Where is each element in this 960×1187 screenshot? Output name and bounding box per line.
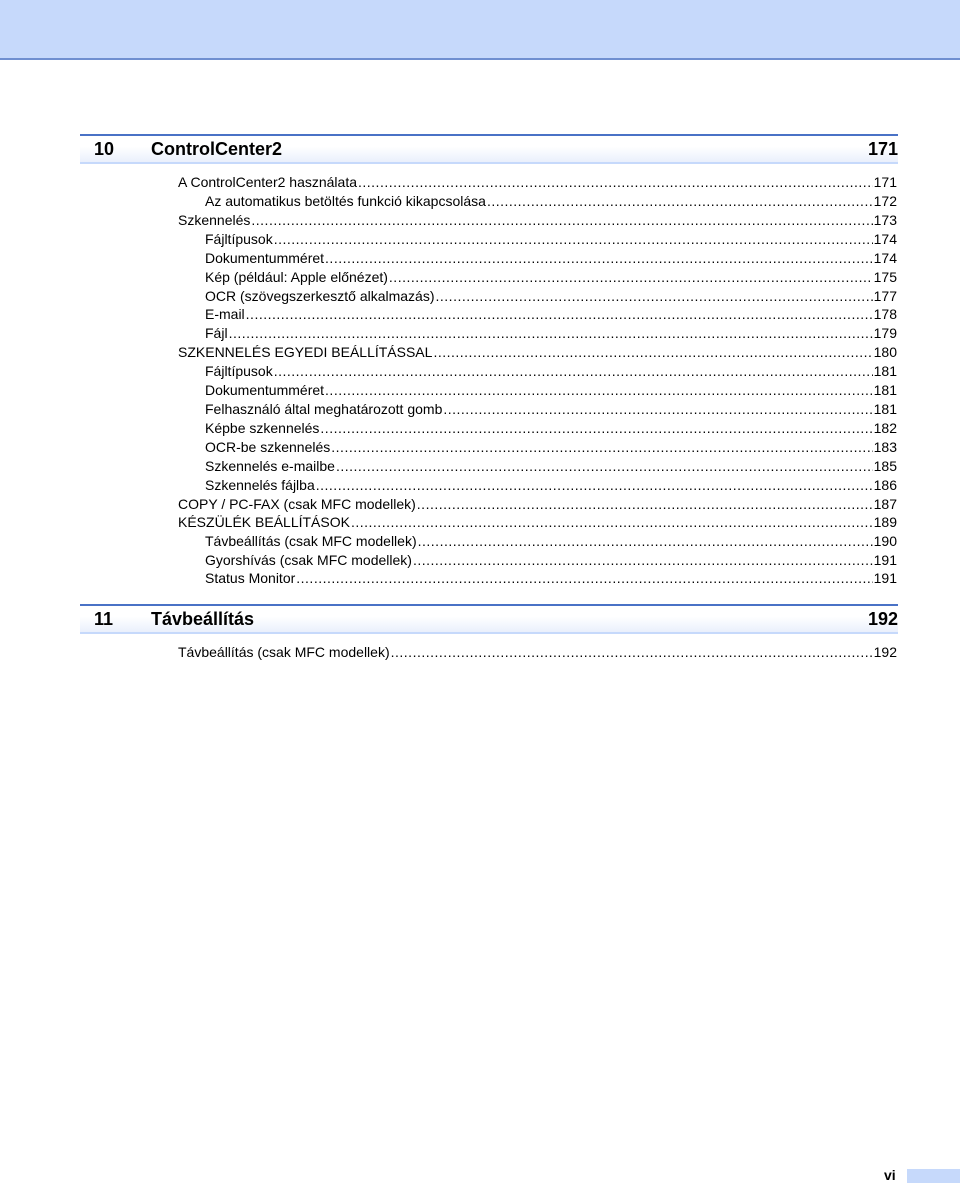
toc-entry-label: E-mail: [205, 306, 245, 322]
dot-leader: [487, 192, 873, 211]
chapter-number: 10: [94, 139, 115, 159]
toc-entry-page: 177: [873, 288, 897, 304]
toc-entry-label: Szkennelés: [178, 212, 251, 228]
dot-leader: [417, 495, 873, 514]
dot-leader: [413, 551, 873, 570]
toc-entry-page: 186: [873, 477, 897, 493]
toc-entry-page: 172: [873, 193, 897, 209]
chapter-page-number: 171: [867, 139, 898, 159]
toc-entry[interactable]: [205, 381, 897, 400]
chapter-number: 11: [94, 609, 114, 629]
toc-entry[interactable]: [205, 551, 897, 570]
toc-entry[interactable]: [205, 268, 897, 287]
toc-entry[interactable]: [178, 495, 897, 514]
dot-leader: [251, 211, 872, 230]
toc-entry-label: OCR-be szkennelés: [205, 439, 331, 455]
footer-tab: [907, 1169, 960, 1183]
toc-entry-page: 190: [873, 533, 897, 549]
toc-entry[interactable]: [205, 532, 897, 551]
toc-entry-page: 171: [873, 174, 897, 190]
toc-entry-label: OCR (szövegszerkesztő alkalmazás): [205, 288, 435, 304]
toc-entry-label: KÉSZÜLÉK BEÁLLÍTÁSOK: [178, 514, 350, 530]
page-label: vi: [884, 1167, 896, 1183]
toc-entry[interactable]: [205, 287, 897, 306]
chapter-heading-10[interactable]: [80, 134, 898, 164]
toc-entry-page: 181: [873, 382, 897, 398]
dot-leader: [351, 513, 873, 532]
dot-leader: [436, 287, 873, 306]
toc-entry-label: Status Monitor: [205, 570, 296, 586]
chapter-page-number: 192: [867, 609, 898, 629]
chapter-title: Távbeállítás: [151, 609, 255, 629]
toc-entry[interactable]: [205, 569, 897, 588]
dot-leader: [316, 476, 873, 495]
toc-entry[interactable]: [178, 343, 897, 362]
toc-entry-page: 192: [873, 644, 897, 660]
toc-entry-label: COPY / PC-FAX (csak MFC modellek): [178, 496, 416, 512]
dot-leader: [246, 305, 873, 324]
toc-entry-page: 181: [873, 401, 897, 417]
top-banner: [0, 0, 960, 60]
dot-leader: [443, 400, 872, 419]
toc-entry-label: Fájltípusok: [205, 231, 273, 247]
toc-entry-label: SZKENNELÉS EGYEDI BEÁLLÍTÁSSAL: [178, 344, 433, 360]
dot-leader: [274, 230, 873, 249]
dot-leader: [418, 532, 873, 551]
toc-entry[interactable]: [178, 643, 897, 662]
toc-entry[interactable]: [205, 249, 897, 268]
toc-entry[interactable]: [178, 211, 897, 230]
dot-leader: [296, 569, 872, 588]
toc-entry-label: Kép (például: Apple előnézet): [205, 269, 388, 285]
toc-entry-label: A ControlCenter2 használata: [178, 174, 357, 190]
dot-leader: [389, 268, 873, 287]
toc-entry-page: 189: [873, 514, 897, 530]
dot-leader: [320, 419, 872, 438]
toc-entry-page: 191: [873, 552, 897, 568]
toc-entry-label: Fájltípusok: [205, 363, 273, 379]
toc-entry[interactable]: [205, 324, 897, 343]
toc-entry-label: Szkennelés fájlba: [205, 477, 315, 493]
dot-leader: [274, 362, 873, 381]
toc-entry-page: 191: [873, 570, 897, 586]
chapter-heading-11[interactable]: [80, 604, 898, 634]
toc-entry-page: 175: [873, 269, 897, 285]
toc-entry-label: Felhasználó által meghatározott gomb: [205, 401, 443, 417]
toc-entry-page: 174: [873, 231, 897, 247]
toc-entry[interactable]: [205, 362, 897, 381]
toc-entry-label: Távbeállítás (csak MFC modellek): [205, 533, 417, 549]
dot-leader: [229, 324, 873, 343]
toc-entry-page: 174: [873, 250, 897, 266]
toc-entry[interactable]: [205, 438, 897, 457]
toc-entry-page: 173: [873, 212, 897, 228]
toc-entry[interactable]: [178, 513, 897, 532]
toc-entry-page: 181: [873, 363, 897, 379]
toc-entry-label: Gyorshívás (csak MFC modellek): [205, 552, 412, 568]
dot-leader: [433, 343, 872, 362]
toc-entry[interactable]: [205, 419, 897, 438]
toc-entry-page: 178: [873, 306, 897, 322]
toc-entry-label: Az automatikus betöltés funkció kikapcsolása: [205, 193, 486, 209]
toc-entry-label: Fájl: [205, 325, 228, 341]
toc-entry-page: 180: [873, 344, 897, 360]
toc-entry-page: 185: [873, 458, 897, 474]
dot-leader: [336, 457, 873, 476]
toc-entry-label: Dokumentumméret: [205, 382, 325, 398]
toc-entry-page: 187: [873, 496, 897, 512]
dot-leader: [391, 643, 873, 662]
dot-leader: [358, 173, 873, 192]
dot-leader: [325, 249, 873, 268]
dot-leader: [325, 381, 873, 400]
chapter-title: ControlCenter2: [151, 139, 283, 159]
toc-entry[interactable]: [205, 476, 897, 495]
toc-entry[interactable]: [178, 173, 897, 192]
toc-entry[interactable]: [205, 457, 897, 476]
toc-entry-page: 179: [873, 325, 897, 341]
toc-entry[interactable]: [205, 192, 897, 211]
dot-leader: [331, 438, 872, 457]
toc-entry-page: 183: [873, 439, 897, 455]
toc-entry[interactable]: [205, 305, 897, 324]
toc-entry[interactable]: [205, 400, 897, 419]
toc-entry-label: Szkennelés e-mailbe: [205, 458, 335, 474]
toc-entry-label: Távbeállítás (csak MFC modellek): [178, 644, 390, 660]
toc-entry-page: 182: [873, 420, 897, 436]
toc-entry[interactable]: [205, 230, 897, 249]
toc-entry-label: Dokumentumméret: [205, 250, 325, 266]
toc-entry-label: Képbe szkennelés: [205, 420, 320, 436]
